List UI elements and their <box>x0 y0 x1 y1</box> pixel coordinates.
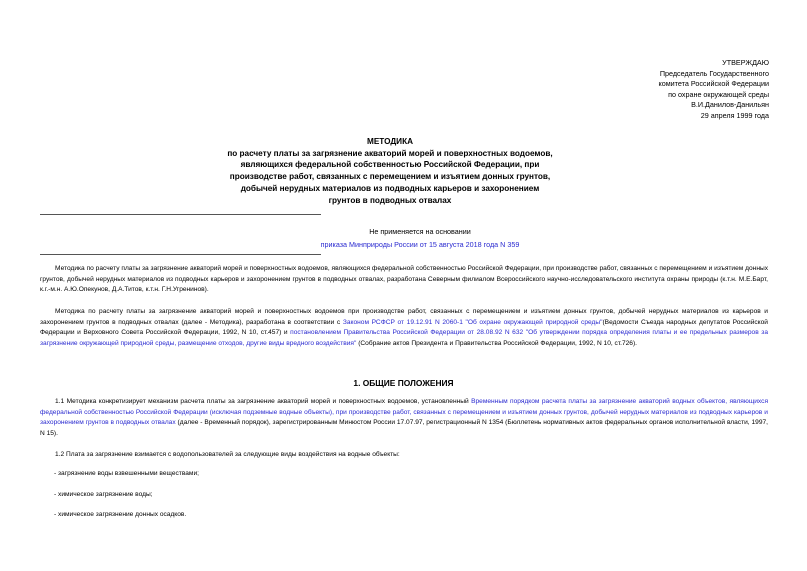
text: (исключая подземные водные объекты), при производстве работ, связанных с перемещением и изъятием донных грунтов, добычей нерудных материалов из подводных карьеров и захоронением грунтов в подводных отвалах <box>40 408 768 427</box>
notice-link[interactable]: приказа Минприроды России от 15 августа 2018 года N 359 <box>320 239 520 249</box>
text: (Собрание актов Президента и Правительства Российской Федерации, 1992, N 10, ст.726). <box>356 339 637 347</box>
approval-line: комитета Российской Федерации <box>658 79 769 89</box>
title-line: добычей нерудных материалов из подводных карьеров и захоронением <box>240 183 540 193</box>
title-line: являющихся федеральной собственностью Российской Федерации, при <box>240 160 540 170</box>
section-heading: 1. ОБЩИЕ ПОЛОЖЕНИЯ <box>353 378 454 388</box>
divider-bottom <box>40 254 321 255</box>
decree-link[interactable]: постановлением Правительства Российской Федерации от 28.08.92 N 632 "Об утверждении порядка определения платы и ее предельных размеров за загрязнение окружающей природной среды, размещение отходов, другие виды вредного воздействия" <box>40 329 768 347</box>
list-item: - химическое загрязнение воды; <box>54 491 153 498</box>
approval-block <box>658 58 769 122</box>
text: (далее - Временный порядок), зарегистрированным Минюстом России 17.07.97, регистрационный N 1354 (Бюллетень нормативных актов федеральных органов исполнительной власти, 1997, N 15). <box>40 419 769 437</box>
intro-paragraph-2 <box>40 307 768 349</box>
notice-text: Не применяется на основании <box>369 227 471 236</box>
title-line: производстве работ, связанных с перемещением и изъятием донных грунтов, <box>229 172 551 182</box>
approval-heading: УТВЕРЖДАЮ <box>722 58 769 67</box>
title-line: грунтов в подводных отвалах <box>328 195 452 205</box>
title-line: по расчету платы за загрязнение акваторий морей и поверхностных водоемов, <box>227 148 553 158</box>
section-paragraph-1-1 <box>40 397 768 439</box>
divider-top <box>40 214 321 215</box>
approval-line: по охране окружающей среды <box>668 89 769 99</box>
list-item: - химическое загрязнение донных осадков. <box>54 511 187 518</box>
intro-paragraph-1: Методика по расчету платы за загрязнение акваторий морей и поверхностных водоемов, являющихся федеральной собственностью Российской Федерации, при производстве работ, связанных с перемещением и изъятием донных грунтов, добычей нерудных материалов из подводных карьеров и захоронением грунтов в подводных отвалах, разработана Северным филиалом Всероссийского научно-исследовательского института охраны природы (к.т.н. М.Е.Барт, к.г.-м.н. А.Ю.Опекунов, Д.А.Титов, к.т.н. Г.Н.Угренинов). <box>40 265 768 294</box>
text: Методика по расчету платы за загрязнение акваторий морей и поверхностных водоемов при производстве работ, связанных с перемещением и изъятием донных грунтов, добычей нерудных материалов из карьеров и захоронением грунтов в подводных отвалах (далее - Методика), разработана в соответствии с <box>40 308 768 326</box>
list-item: - загрязнение воды взвешенными веществами; <box>54 470 199 477</box>
text: Временным порядком расчета платы за загрязнение акваторий водных объектов, являющихся федеральной собственностью Российской Федерации <box>40 398 769 416</box>
title-line: МЕТОДИКА <box>367 137 413 146</box>
approval-line: Председатель Государственного <box>659 68 769 78</box>
status-notice <box>300 226 540 251</box>
law-link[interactable]: Законом РСФСР от 19.12.91 N 2060-1 "Об охране окружающей природной среды" <box>342 318 603 326</box>
text: (Ведомости Съезда народных депутатов Российской Федерации и Верховного Совета Российской Федерации, 1992, N 10, ст.457) и <box>40 318 768 337</box>
section-paragraph-1-2: 1.2 Плата за загрязнение взимается с водопользователей за следующие виды воздействия на водные объекты: <box>55 451 400 458</box>
text: 1.1 Методика конкретизирует механизм расчета платы за загрязнение акваторий морей и поверхностных водоемов, установленный <box>55 398 472 405</box>
approval-date: 29 апреля 1999 года <box>700 110 769 120</box>
document-title <box>120 136 660 206</box>
approval-signer: В.И.Данилов-Данильян <box>691 100 769 110</box>
